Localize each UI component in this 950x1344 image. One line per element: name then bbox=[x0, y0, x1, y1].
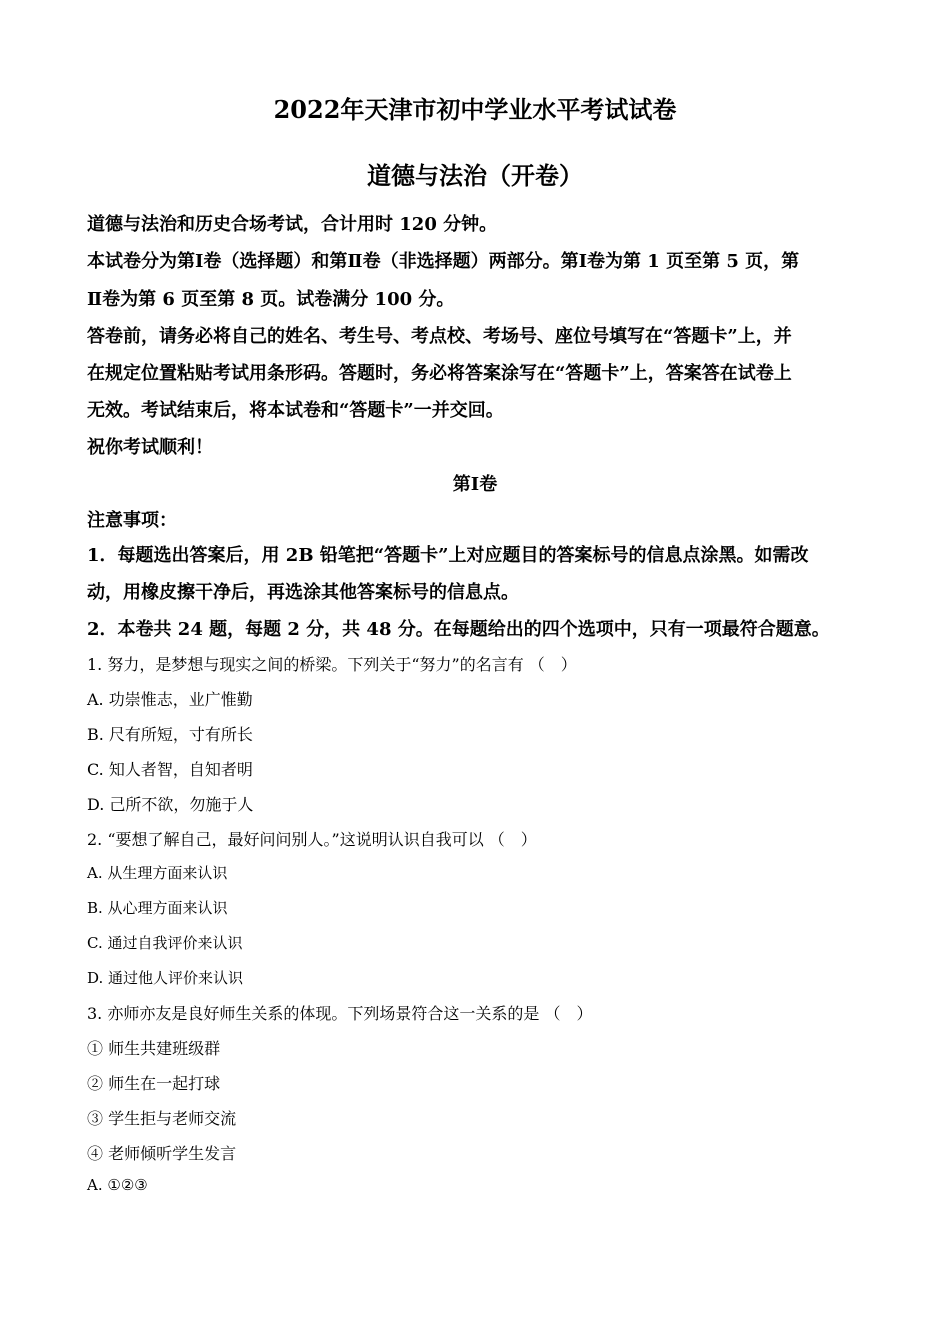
question-2-option-a: A. 从生理方面来认识 bbox=[87, 864, 228, 882]
question-3-statement-2: ② 师生在一起打球 bbox=[87, 1074, 221, 1093]
section-heading: 第Ⅰ卷 bbox=[452, 474, 498, 495]
question-1-option-a: A. 功崇惟志，业广惟勤 bbox=[87, 690, 253, 709]
question-2-stem: 2. “要想了解自己，最好问问别人。”这说明认识自我可以 （ ） bbox=[87, 830, 537, 849]
question-2-option-d: D. 通过他人评价来认识 bbox=[87, 969, 244, 987]
question-3-option-a: A. ①②③ bbox=[87, 1176, 148, 1194]
intro-line-3: Ⅱ卷为第 6 页至第 8 页。试卷满分 100 分。 bbox=[87, 289, 455, 310]
intro-line-7: 祝你考试顺利！ bbox=[87, 437, 213, 458]
question-1-option-d: D. 己所不欲，勿施于人 bbox=[87, 795, 254, 814]
question-1-option-b: B. 尺有所短，寸有所长 bbox=[87, 725, 253, 744]
note-1-line-2: 动，用橡皮擦干净后，再选涂其他答案标号的信息点。 bbox=[87, 582, 519, 603]
intro-line-2: 本试卷分为第Ⅰ卷（选择题）和第Ⅱ卷（非选择题）两部分。第Ⅰ卷为第 1 页至第 5 页，第 bbox=[87, 251, 800, 272]
question-1-stem: 1. 努力，是梦想与现实之间的桥梁。下列关于“努力”的名言有 （ ） bbox=[87, 655, 577, 674]
notes-title: 注意事项： bbox=[87, 510, 177, 531]
intro-line-1: 道德与法治和历史合场考试，合计用时 120 分钟。 bbox=[87, 214, 498, 235]
question-2-option-c: C. 通过自我评价来认识 bbox=[87, 934, 243, 952]
question-3-stem: 3. 亦师亦友是良好师生关系的体现。下列场景符合这一关系的是 （ ） bbox=[87, 1004, 593, 1023]
question-2-option-b: B. 从心理方面来认识 bbox=[87, 899, 228, 917]
question-1-option-c: C. 知人者智，自知者明 bbox=[87, 760, 253, 779]
question-3-statement-1: ① 师生共建班级群 bbox=[87, 1039, 221, 1058]
page-subtitle: 道德与法治（开卷） bbox=[367, 161, 583, 190]
intro-line-6: 无效。考试结束后，将本试卷和“答题卡”一并交回。 bbox=[87, 400, 504, 421]
note-1-line-1: 1．每题选出答案后，用 2B 铅笔把“答题卡”上对应题目的答案标号的信息点涂黑。如需改 bbox=[87, 545, 809, 566]
intro-line-4: 答卷前，请务必将自己的姓名、考生号、考点校、考场号、座位号填写在“答题卡”上，并 bbox=[87, 326, 792, 347]
page-title: 2022年天津市初中学业水平考试试卷 bbox=[273, 95, 677, 124]
question-3-statement-3: ③ 学生拒与老师交流 bbox=[87, 1109, 237, 1128]
question-3-statement-4: ④ 老师倾听学生发言 bbox=[87, 1144, 237, 1163]
intro-line-5: 在规定位置粘贴考试用条形码。答题时，务必将答案涂写在“答题卡”上，答案答在试卷上 bbox=[87, 363, 792, 384]
note-2: 2．本卷共 24 题，每题 2 分，共 48 分。在每题给出的四个选项中，只有一项最符合题意。 bbox=[87, 619, 830, 640]
